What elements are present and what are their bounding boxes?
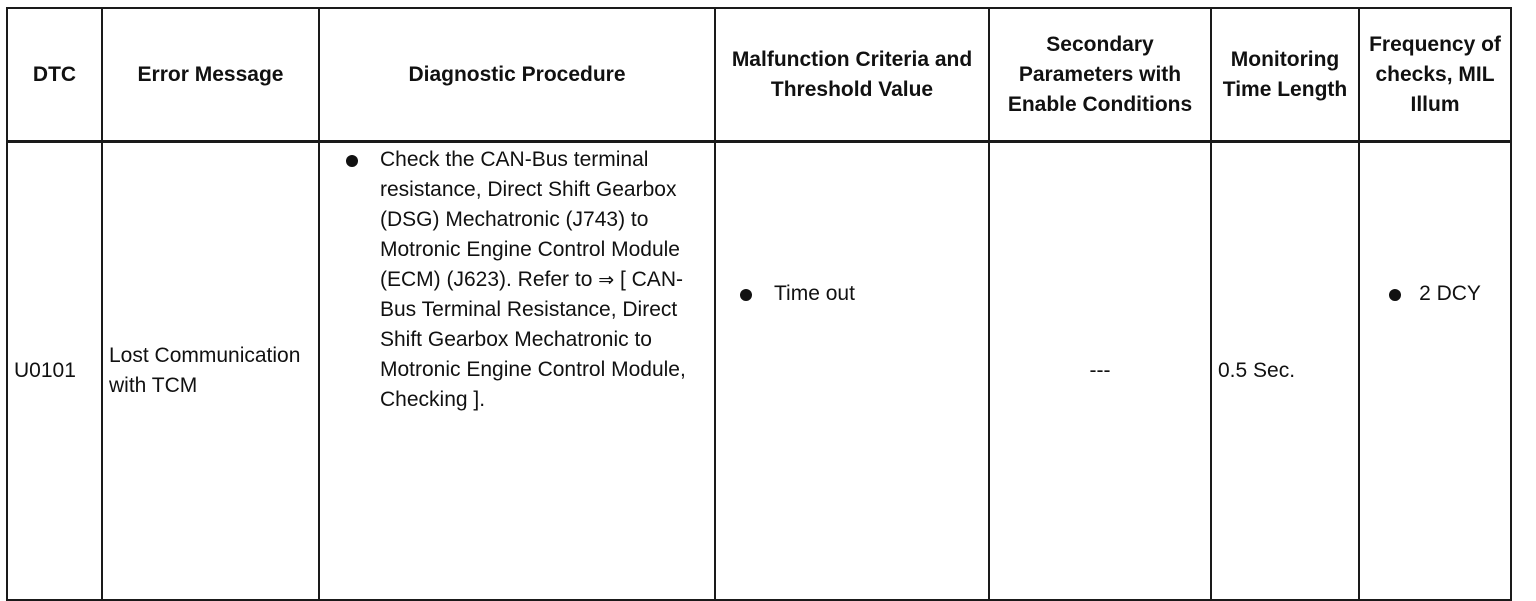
procedure-text-part: Check the CAN-Bus terminal resistance, Direct Shift Gearbox (DSG) Mechatronic (J743) to Motronic Engine Control Module (ECM) (J623). Refer to xyxy=(380,148,680,291)
right-arrow-icon: ⇒ xyxy=(598,269,615,291)
frequency-bullet-item xyxy=(1366,279,1504,309)
header-error-message: Error Message xyxy=(102,8,319,142)
malfunction-criteria-cell xyxy=(715,142,989,601)
table-row xyxy=(7,142,1511,601)
dtc-code-cell: U0101 xyxy=(7,142,102,601)
header-frequency: Frequency of checks, MIL Illum xyxy=(1359,8,1511,142)
frequency-text: 2 DCY xyxy=(1419,282,1481,305)
procedure-text xyxy=(380,145,708,415)
monitoring-time-cell: 0.5 Sec. xyxy=(1211,142,1359,601)
secondary-parameters-cell: --- xyxy=(989,142,1211,601)
header-monitoring-time: Monitoring Time Length xyxy=(1211,8,1359,142)
header-malfunction-criteria: Malfunction Criteria and Threshold Value xyxy=(715,8,989,142)
bullet-icon xyxy=(346,155,358,167)
error-message-cell: Lost Communication with TCM xyxy=(102,142,319,601)
dtc-table xyxy=(6,7,1512,601)
bullet-icon xyxy=(740,289,752,301)
bullet-icon xyxy=(1389,289,1401,301)
header-dtc: DTC xyxy=(7,8,102,142)
header-diagnostic-procedure: Diagnostic Procedure xyxy=(319,8,715,142)
frequency-cell xyxy=(1359,142,1511,601)
header-secondary-parameters: Secondary Parameters with Enable Conditions xyxy=(989,8,1211,142)
diagnostic-procedure-cell xyxy=(319,142,715,601)
procedure-reference-text: [ CAN-Bus Terminal Resistance, Direct Shift Gearbox Mechatronic to Motronic Engine Control Module, Checking ]. xyxy=(380,268,686,411)
procedure-bullet-item xyxy=(326,145,708,415)
header-row xyxy=(7,8,1511,142)
criteria-text: Time out xyxy=(774,282,855,305)
criteria-bullet-item xyxy=(722,279,982,309)
